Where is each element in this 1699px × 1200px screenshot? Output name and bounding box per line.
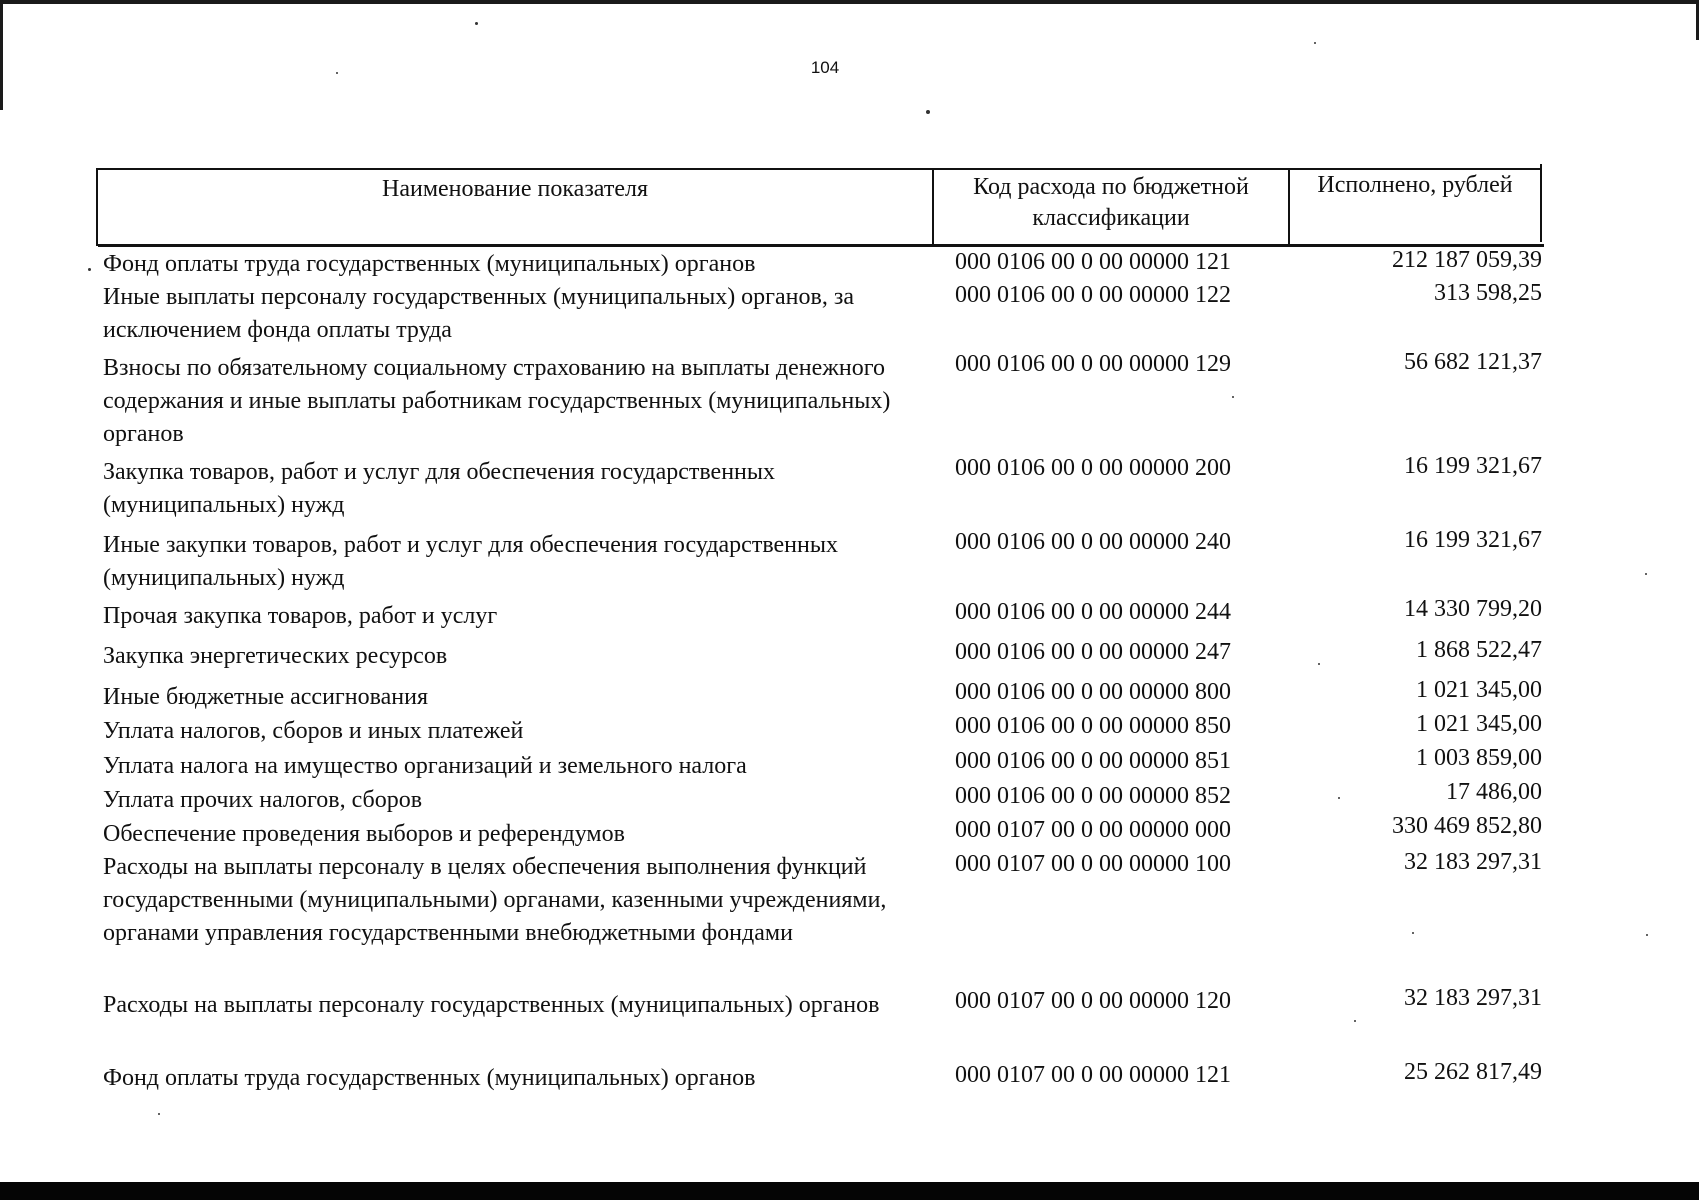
row-name: Прочая закупка товаров, работ и услуг [103,603,498,629]
row-name: Фонд оплаты труда государственных (муниципальных) органов [103,251,756,277]
row-amount: 16 199 321,67 [1404,453,1542,479]
row-amount: 17 486,00 [1446,779,1542,805]
row-code: 000 0106 00 0 00 00000 851 [955,748,1231,774]
row-name: Иные выплаты персоналу государственных (муниципальных) органов, за исключением фонда оплаты труда [103,284,854,343]
row-amount: 56 682 121,37 [1404,349,1542,375]
row-code: 000 0106 00 0 00 00000 244 [955,599,1231,625]
row-name: Расходы на выплаты персоналу в целях обеспечения выполнения функций государственными (муниципальными) органами, казенными учреждениями, органами управления государственными внебюджетными фондами [103,854,887,946]
row-amount: 25 262 817,49 [1404,1059,1542,1085]
row-amount: 14 330 799,20 [1404,596,1542,622]
row-name: Закупка энергетических ресурсов [103,643,448,669]
header-code-line2: классификации [1032,205,1190,231]
row-code: 000 0106 00 0 00 00000 852 [955,783,1231,809]
row-code: 000 0106 00 0 00 00000 122 [955,282,1231,308]
header-code-line1: Код расхода по бюджетной [973,174,1249,200]
row-name: Уплата налогов, сборов и иных платежей [103,718,524,744]
row-code: 000 0106 00 0 00 00000 200 [955,455,1231,481]
row-code: 000 0106 00 0 00 00000 240 [955,529,1231,555]
row-code: 000 0106 00 0 00 00000 850 [955,713,1231,739]
row-amount: 313 598,25 [1434,280,1542,306]
row-amount: 1 003 859,00 [1416,745,1542,771]
row-code: 000 0107 00 0 00 00000 120 [955,988,1231,1014]
row-amount: 1 868 522,47 [1416,637,1542,663]
row-name: Расходы на выплаты персоналу государственных (муниципальных) органов [103,992,880,1018]
row-code: 000 0106 00 0 00 00000 247 [955,639,1231,665]
row-code: 000 0107 00 0 00 00000 100 [955,851,1231,877]
row-name: Уплата налога на имущество организаций и земельного налога [103,753,747,779]
row-name: Иные закупки товаров, работ и услуг для обеспечения государственных (муниципальных) нужд [103,532,838,591]
row-name: Фонд оплаты труда государственных (муниципальных) органов [103,1065,756,1091]
row-amount: 16 199 321,67 [1404,527,1542,553]
header-name: Наименование показателя [382,176,648,202]
row-name: Взносы по обязательному социальному страхованию на выплаты денежного содержания и иные выплаты работникам государственных (муниципальных) органов [103,355,891,447]
page-number: 104 [810,58,840,77]
row-amount: 212 187 059,39 [1392,247,1542,273]
row-amount: 32 183 297,31 [1404,849,1542,875]
row-code: 000 0107 00 0 00 00000 000 [955,817,1231,843]
row-name: Обеспечение проведения выборов и референдумов [103,821,625,847]
row-code: 000 0106 00 0 00 00000 129 [955,351,1231,377]
row-code: 000 0106 00 0 00 00000 800 [955,679,1231,705]
row-name: Уплата прочих налогов, сборов [103,787,423,813]
row-amount: 32 183 297,31 [1404,985,1542,1011]
row-name: Иные бюджетные ассигнования [103,684,428,710]
row-code: 000 0107 00 0 00 00000 121 [955,1062,1231,1088]
row-code: 000 0106 00 0 00 00000 121 [955,249,1231,275]
header-amount: Исполнено, рублей [1317,172,1513,198]
row-amount: 330 469 852,80 [1392,813,1542,839]
row-amount: 1 021 345,00 [1416,677,1542,703]
row-name: Закупка товаров, работ и услуг для обеспечения государственных (муниципальных) нужд [103,459,776,518]
row-amount: 1 021 345,00 [1416,711,1542,737]
